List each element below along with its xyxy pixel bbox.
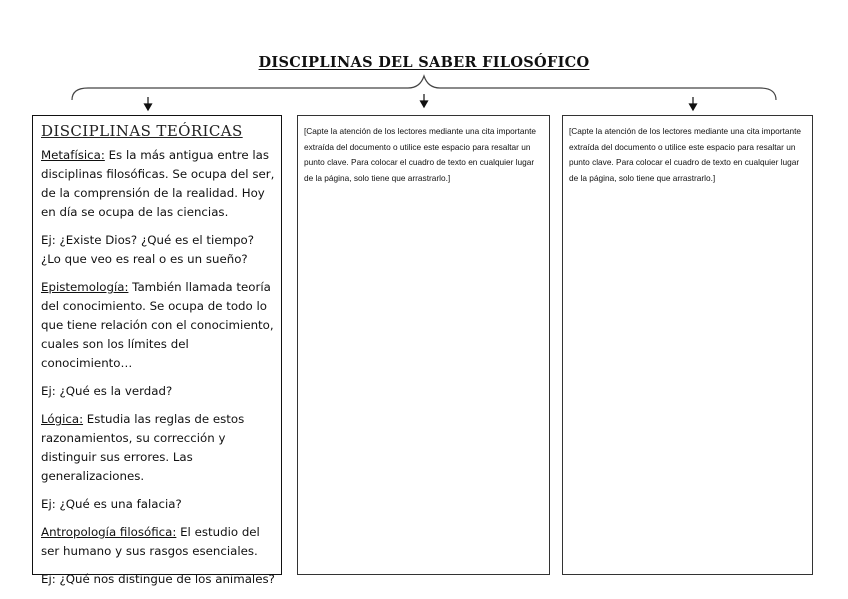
- logica-example: Ej: ¿Qué es una falacia?: [41, 497, 182, 511]
- antropologia-example: Ej: ¿Qué nos distingue de los animales?: [41, 572, 275, 586]
- antropologia-text: El estudio del ser humano y sus rasgos esenciales.: [41, 525, 260, 558]
- teoricas-box[interactable]: [32, 115, 282, 586]
- metafisica-paragraph: [41, 146, 275, 222]
- arrow-right: [690, 97, 697, 110]
- epistemologia-example: Ej: ¿Qué es la verdad?: [41, 384, 173, 398]
- metafisica-text: Es la más antigua entre las disciplinas filosóficas. Se ocupa del ser, de la comprensión de la realidad. Hoy en día se ocupa de las ciencias.: [41, 148, 275, 219]
- quote-textbox-center[interactable]: [297, 115, 550, 575]
- quote-placeholder-right: [Capte la atención de los lectores mediante una cita importante extraída del documento o utilice este espacio para resaltar un punto clave. Para colocar el cuadro de texto en cualquier lugar de la página, solo tiene que arrastrarlo.]: [569, 126, 801, 183]
- metafisica-term: Metafísica:: [41, 148, 105, 162]
- logica-paragraph: [41, 410, 275, 486]
- epistemologia-term: Epistemología:: [41, 280, 129, 294]
- quote-textbox-right[interactable]: [562, 115, 813, 575]
- antropologia-paragraph: [41, 523, 275, 561]
- epistemologia-paragraph: [41, 278, 275, 373]
- arrow-left: [145, 97, 152, 110]
- logica-term: Lógica:: [41, 412, 84, 426]
- arrow-center: [421, 94, 428, 107]
- brace-connector: [0, 0, 848, 130]
- page-title: DISCIPLINAS DEL SABER FILOSÓFICO: [258, 54, 590, 71]
- logica-text: Estudia las reglas de estos razonamientos, su corrección y distinguir sus errores. Las generalizaciones.: [41, 412, 245, 483]
- teoricas-heading: DISCIPLINAS TEÓRICAS: [41, 122, 243, 140]
- antropologia-term: Antropología filosófica:: [41, 525, 177, 539]
- quote-placeholder-center: [Capte la atención de los lectores mediante una cita importante extraída del documento o utilice este espacio para resaltar un punto clave. Para colocar el cuadro de texto en cualquier lugar de la página, solo tiene que arrastrarlo.]: [304, 126, 536, 183]
- metafisica-example: Ej: ¿Existe Dios? ¿Qué es el tiempo? ¿Lo que veo es real o es un sueño?: [41, 233, 255, 266]
- epistemologia-text: También llamada teoría del conocimiento. Se ocupa de todo lo que tiene relación con el conocimiento, cuales son los límites del conocimiento…: [41, 280, 274, 370]
